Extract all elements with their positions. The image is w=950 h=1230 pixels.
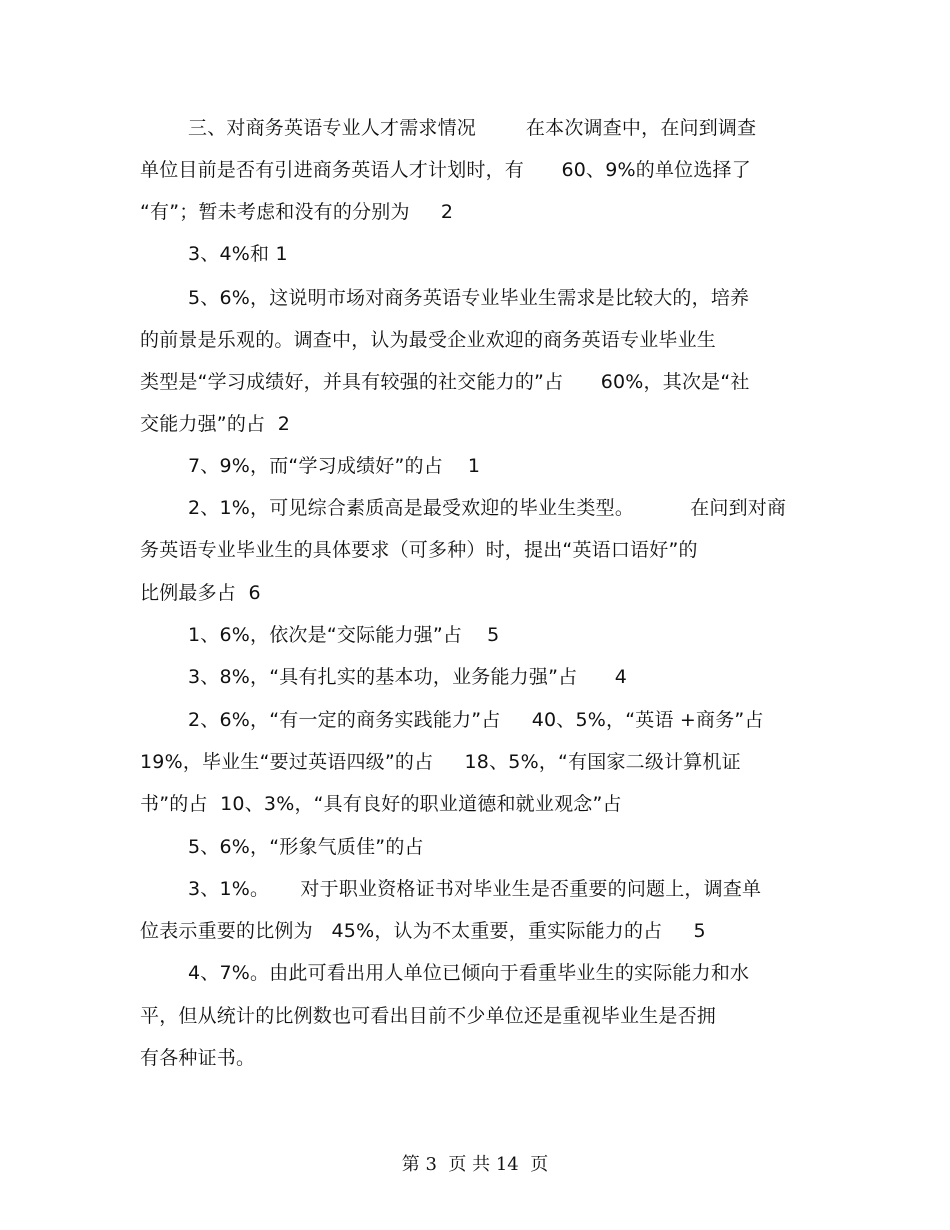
text-line: 1、6%，依次是“交际能力强”占 5 xyxy=(188,624,500,646)
text-line: 类型是“学习成绩好，并具有较强的社交能力的”占 60%，其次是“社 xyxy=(140,371,750,393)
text-line: 3、4%和 1 xyxy=(188,243,288,265)
text-line: 2、6%，“有一定的商务实践能力”占 40、5%，“英语 +商务”占 xyxy=(188,709,764,731)
text-line: 5、6%，这说明市场对商务英语专业毕业生需求是比较大的，培养 xyxy=(188,287,750,309)
text-line: 交能力强”的占 2 xyxy=(140,413,291,435)
text-line: 3、1%。 对于职业资格证书对毕业生是否重要的问题上，调查单 xyxy=(188,878,762,900)
text-line: 的前景是乐观的。调查中，认为最受企业欢迎的商务英语专业毕业生 xyxy=(140,329,717,351)
text-line: 4、7%。由此可看出用人单位已倾向于看重毕业生的实际能力和水 xyxy=(188,962,750,984)
text-line: 务英语专业毕业生的具体要求（可多种）时，提出“英语口语好”的 xyxy=(140,539,698,561)
text-line: 位表示重要的比例为 45%，认为不太重要，重实际能力的占 5 xyxy=(140,920,706,942)
text-line: 有各种证书。 xyxy=(140,1047,256,1069)
text-line: 比例最多占 6 xyxy=(140,582,261,604)
text-line: 7、9%，而“学习成绩好”的占 1 xyxy=(188,455,481,477)
text-line: 单位目前是否有引进商务英语人才计划时，有 60、9%的单位选择了 xyxy=(140,159,751,181)
text-line: “有”；暂未考虑和没有的分别为 2 xyxy=(140,201,454,223)
text-line: 书”的占 10、3%，“具有良好的职业道德和就业观念”占 xyxy=(140,793,622,815)
text-line: 19%，毕业生“要过英语四级”的占 18、5%，“有国家二级计算机证 xyxy=(140,751,741,773)
text-line: 平，但从统计的比例数也可看出目前不少单位还是重视毕业生是否拥 xyxy=(140,1005,717,1027)
text-line: 3、8%，“具有扎实的基本功，业务能力强”占 4 xyxy=(188,666,628,688)
text-line: 2、1%，可见综合素质高是最受欢迎的毕业生类型。 在问到对商 xyxy=(188,497,787,519)
page-number-footer: 第 3 页 共 14 页 xyxy=(401,1154,549,1175)
text-line: 5、6%，“形象气质佳”的占 xyxy=(188,836,424,858)
text-line: 三、对商务英语专业人才需求情况 在本次调查中，在问到调查 xyxy=(188,117,757,139)
